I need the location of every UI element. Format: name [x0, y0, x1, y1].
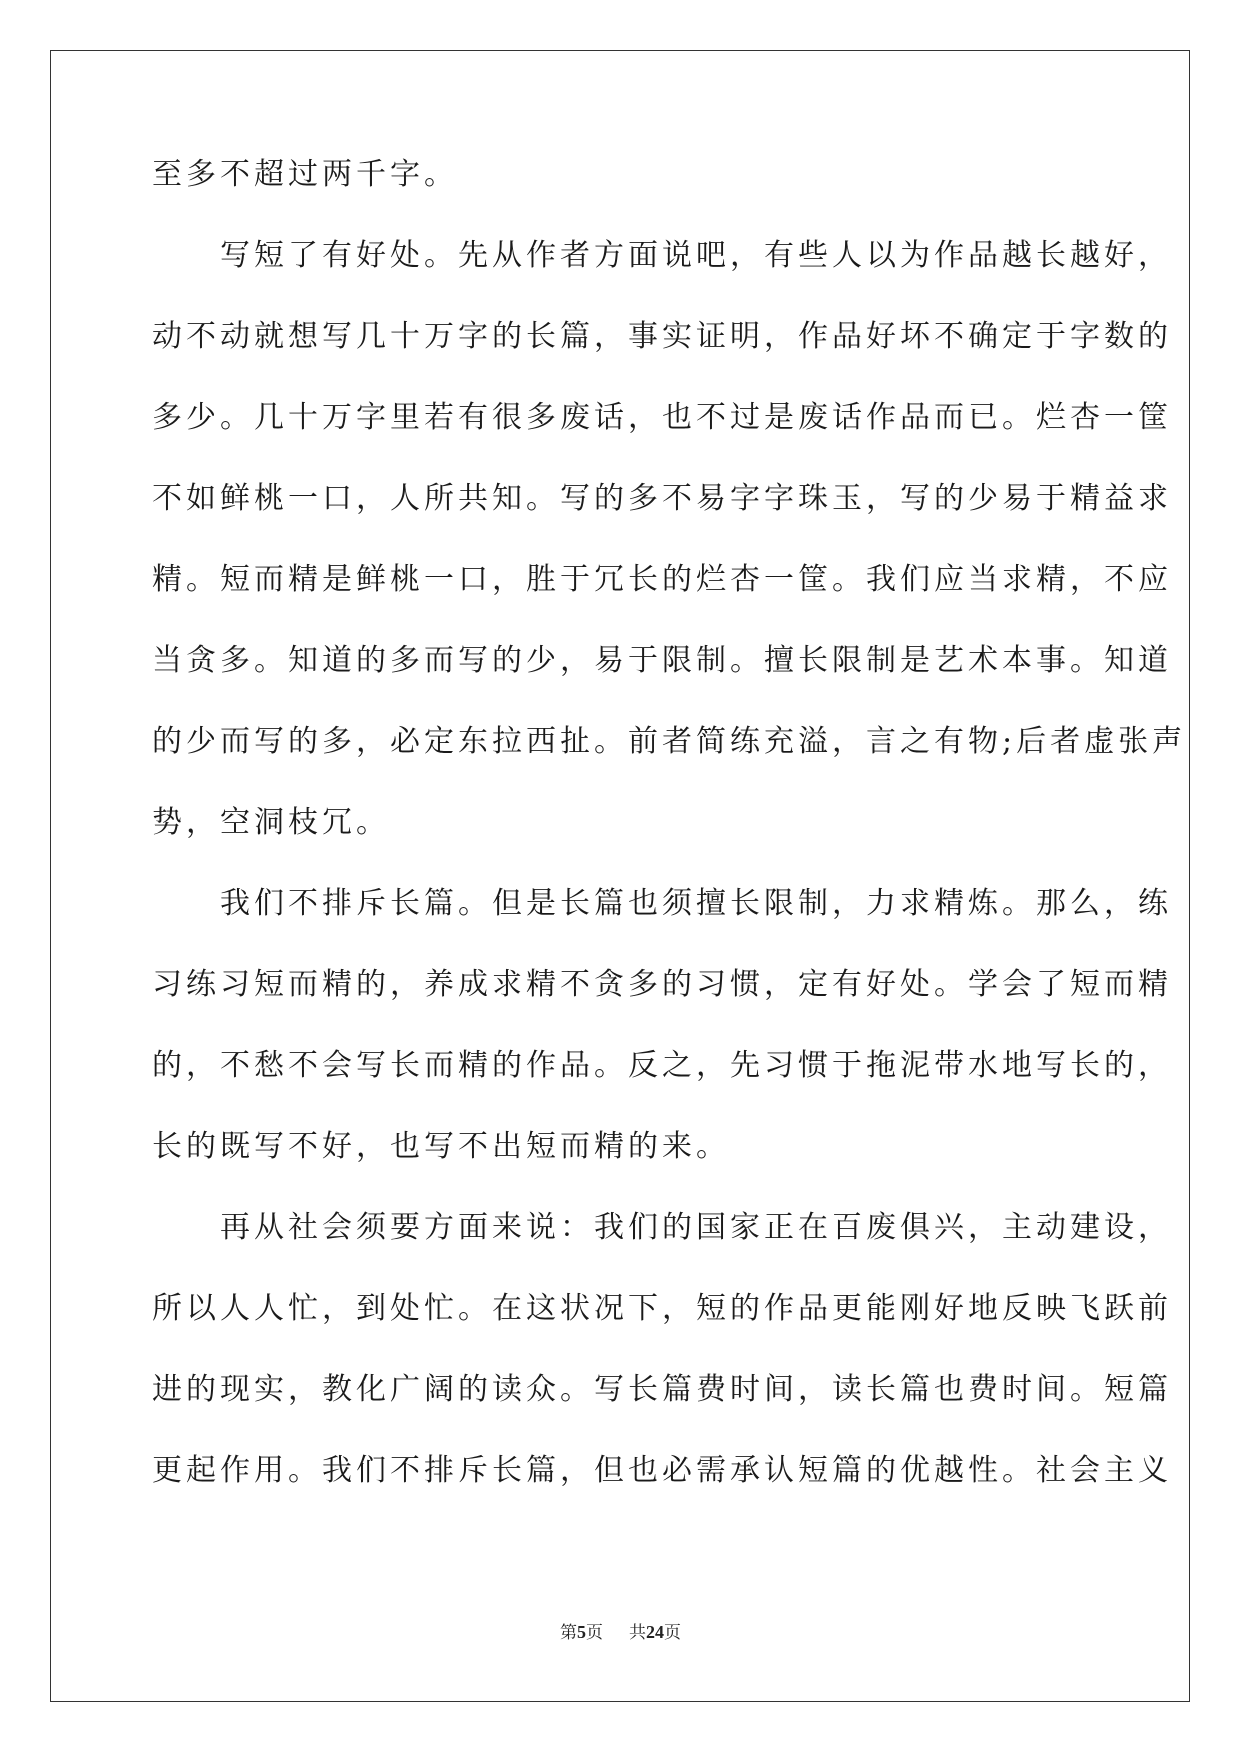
document-body — [152, 157, 1187, 1537]
page-number: 5 — [577, 1622, 586, 1642]
page-suffix: 页 — [586, 1623, 603, 1643]
text-line: 至多不超过两千字。 — [152, 157, 458, 192]
text-line: 的，不愁不会写长而精的作品。反之，先习惯于拖泥带水地写长的， — [152, 1048, 1172, 1083]
total-suffix: 页 — [664, 1623, 681, 1643]
text-line: 习练习短而精的，养成求精不贪多的习惯，定有好处。学会了短而精 — [152, 967, 1172, 1002]
text-line: 我们不排斥长篇。但是长篇也须擅长限制，力求精炼。那么，练 — [152, 886, 1172, 921]
text-line: 精。短而精是鲜桃一口，胜于冗长的烂杏一筐。我们应当求精，不应 — [152, 562, 1172, 597]
text-line: 多少。几十万字里若有很多废话，也不过是废话作品而已。烂杏一筐 — [152, 400, 1172, 435]
text-line: 动不动就想写几十万字的长篇，事实证明，作品好坏不确定于字数的 — [152, 319, 1172, 354]
text-line: 进的现实，教化广阔的读众。写长篇费时间，读长篇也费时间。短篇 — [152, 1372, 1172, 1407]
text-line: 长的既写不好，也写不出短而精的来。 — [152, 1129, 730, 1164]
text-line: 的少而写的多，必定东拉西扯。前者简练充溢，言之有物;后者虚张声 — [152, 724, 1187, 759]
page-footer — [0, 1622, 1241, 1643]
text-line: 势，空洞枝冗。 — [152, 805, 390, 840]
page-prefix: 第 — [560, 1623, 577, 1643]
text-line: 当贪多。知道的多而写的少，易于限制。擅长限制是艺术本事。知道 — [152, 643, 1172, 678]
total-prefix: 共 — [629, 1623, 646, 1643]
text-line: 更起作用。我们不排斥长篇，但也必需承认短篇的优越性。社会主义 — [152, 1453, 1172, 1488]
total-pages: 24 — [646, 1622, 664, 1642]
text-line: 不如鲜桃一口，人所共知。写的多不易字字珠玉，写的少易于精益求 — [152, 481, 1172, 516]
text-line: 所以人人忙，到处忙。在这状况下，短的作品更能刚好地反映飞跃前 — [152, 1291, 1172, 1326]
text-line: 再从社会须要方面来说：我们的国家正在百废俱兴，主动建设， — [152, 1210, 1172, 1245]
text-line: 写短了有好处。先从作者方面说吧，有些人以为作品越长越好， — [152, 238, 1172, 273]
